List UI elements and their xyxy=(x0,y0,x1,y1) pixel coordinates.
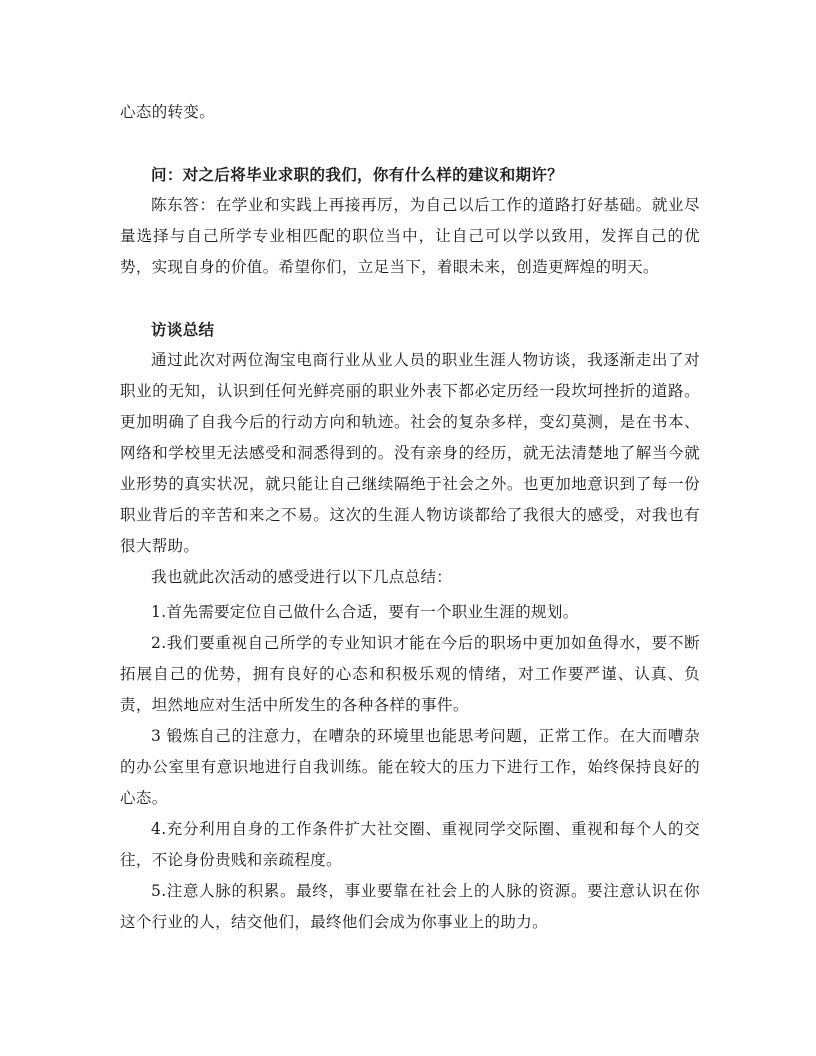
summary-heading: 访谈总结 xyxy=(151,320,215,339)
summary-point-1: 1.首先需要定位自己做什么合适，要有一个职业生涯的规划。 xyxy=(151,603,579,621)
answer-paragraph: 陈东答：在学业和实践上再接再厉，为自己以后工作的道路打好基础。就业尽量选择与自己所学专业相匹配的职位当中，让自己可以学以致用，发挥自己的优势，实现自身的价值。希望你们，立足当下，着眼未来，创造更辉煌的明天。 xyxy=(120,196,700,276)
summary-point-2: 2.我们要重视自己所学的专业知识才能在今后的职场中更加如鱼得水，要不断拓展自己的优势，拥有良好的心态和积极乐观的情绪，对工作要严谨、认真、负责，坦然地应对生活中所发生的各种各样的事件。 xyxy=(120,634,700,714)
summary-paragraph: 通过此次对两位淘宝电商行业从业人员的职业生涯人物访谈，我逐渐走出了对职业的无知，认识到任何光鲜亮丽的职业外表下都必定历经一段坎坷挫折的道路。更加明确了自我今后的行动方向和轨迹。社会的复杂多样，变幻莫测，是在书本、网络和学校里无法感受和洞悉得到的。没有亲身的经历，就无法清楚地了解当今就业形势的真实状况，就只能让自己继续隔绝于社会之外。也更加地意识到了每一份职业背后的辛苦和来之不易。这次的生涯人物访谈都给了我很大的感受，对我也有很大帮助。 xyxy=(120,351,700,555)
continuation-text: 心态的转变。 xyxy=(120,103,216,121)
question-heading: 问：对之后将毕业求职的我们，你有什么样的建议和期许？ xyxy=(151,165,564,184)
summary-intro: 我也就此次活动的感受进行以下几点总结： xyxy=(151,568,453,586)
summary-point-5: 5.注意人脉的积累。最终，事业要靠在社会上的人脉的资源。要注意认识在你这个行业的人，结交他们，最终他们会成为你事业上的助力。 xyxy=(120,882,700,931)
summary-point-3: 3 锻炼自己的注意力，在嘈杂的环境里也能思考问题，正常工作。在大而嘈杂的办公室里有意识地进行自我训练。能在较大的压力下进行工作，始终保持良好的心态。 xyxy=(120,727,700,807)
summary-point-4: 4.充分利用自身的工作条件扩大社交圈、重视同学交际圈、重视和每个人的交往，不论身份贵贱和亲疏程度。 xyxy=(120,820,700,869)
